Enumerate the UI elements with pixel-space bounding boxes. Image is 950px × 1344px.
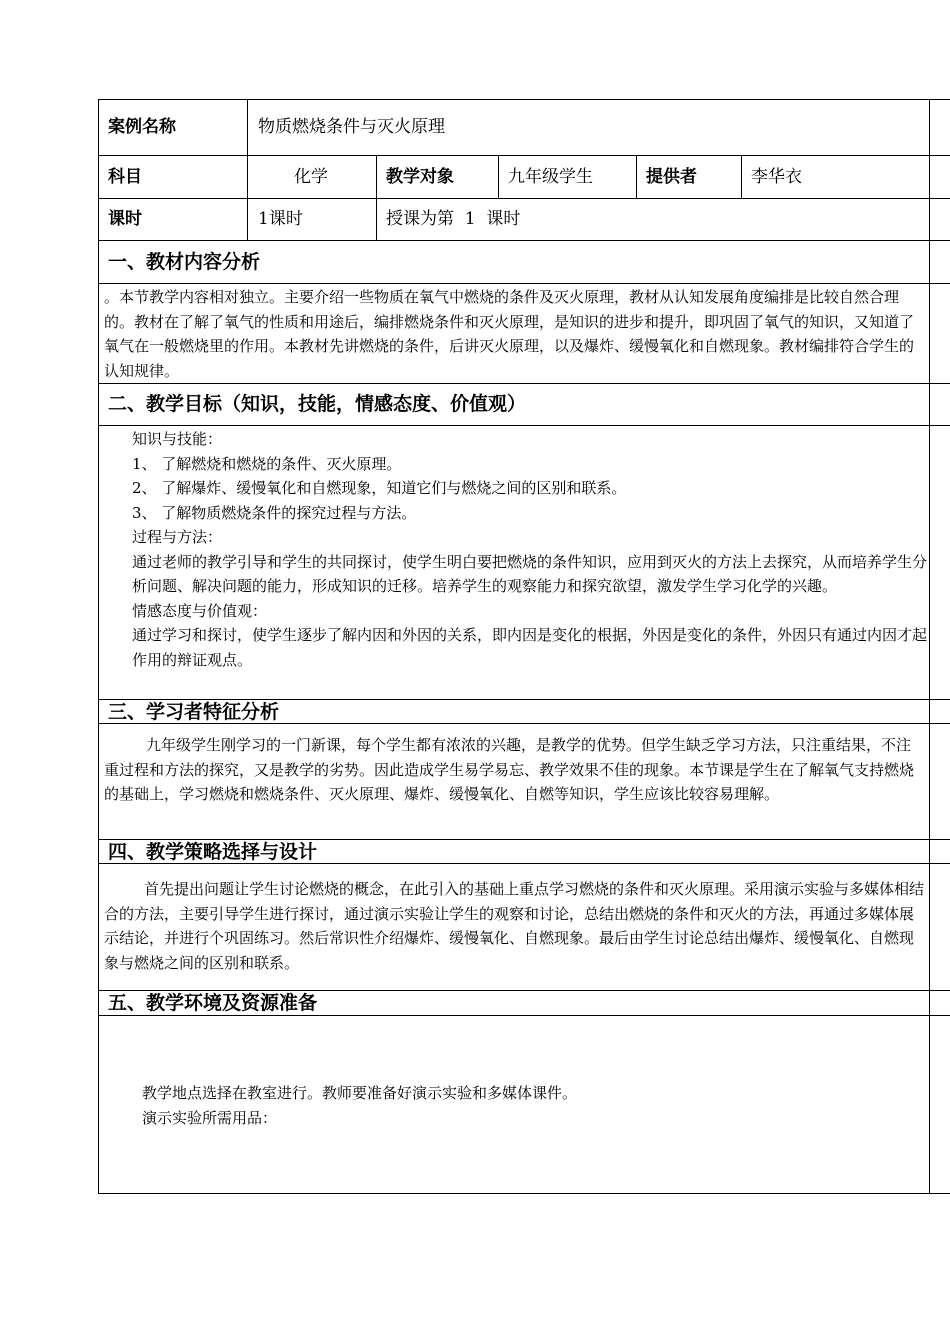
resource-line-2: 演示实验所需用品：: [142, 1108, 278, 1127]
section-1-title: 一、教材内容分析: [108, 251, 261, 273]
emotion-title: 情感态度与价值观：: [132, 601, 268, 620]
period-label: 课时: [108, 209, 142, 229]
audience-value: 九年级学生: [508, 167, 593, 187]
knowledge-item-1: 1、 了解燃烧和燃烧的条件、灭火原理。: [132, 454, 402, 473]
period-note: 授课为第 1 课时: [386, 209, 521, 229]
provider-label: 提供者: [646, 167, 697, 187]
process-title: 过程与方法：: [132, 528, 223, 546]
audience-label: 教学对象: [386, 167, 454, 187]
emotion-text: 通过学习和探讨，使学生逐步了解内因和外因的关系，即内因是变化的根据，外因是变化的条件，外因只有通过内因才起作用的辩证观点。: [132, 626, 928, 669]
section-5-title: 五、教学环境及资源准备: [108, 992, 318, 1014]
section-3-title: 三、学习者特征分析: [108, 701, 280, 723]
subject-label: 科目: [108, 167, 142, 187]
knowledge-title: 知识与技能：: [132, 430, 223, 448]
knowledge-item-2: 2、 了解爆炸、缓慢氧化和自燃现象，知道它们与燃烧之间的区别和联系。: [132, 479, 627, 497]
case-name-value: 物质燃烧条件与灭火原理: [258, 117, 445, 137]
section-4-text: 首先提出问题让学生讨论燃烧的概念，在此引入的基础上重点学习燃烧的条件和灭火原理。采用演示实验与多媒体相结合的方法，主要引导学生进行探讨，通过演示实验让学生的观察和讨论，总结出燃烧的条件和灭火的方法，再通过多媒体展示结论，并进行个巩固练习。然后常识性介绍爆炸、缓慢氧化、自燃现象。最后由学生讨论总结出爆炸、缓慢氧化、自燃现象与燃烧之间的区别和联系。: [104, 880, 925, 972]
subject-value: 化学: [294, 167, 328, 187]
section-4-title: 四、教学策略选择与设计: [108, 841, 318, 863]
knowledge-item-3: 3、 了解物质燃烧条件的探究过程与方法。: [132, 503, 417, 522]
provider-value: 李华衣: [751, 167, 802, 187]
section-3-text: 九年级学生刚学习的一门新课，每个学生都有浓浓的兴趣，是教学的优势。但学生缺乏学习方法，只注重结果，不注重过程和方法的探究，又是教学的劣势。因此造成学生易学易忘、教学效果不佳的现象。本节课是学生在了解氧气支持燃烧的基础上，学习燃烧和燃烧条件、灭火原理、爆炸、缓慢氧化、自燃等知识，学生应该比较容易理解。: [104, 736, 915, 803]
process-text: 通过老师的教学引导和学生的共同探讨，使学生明白要把燃烧的条件知识，应用到灭火的方法上去探究，从而培养学生分析问题、解决问题的能力，形成知识的迁移。培养学生的观察能力和探究欲望，激发学生学习化学的兴趣。: [132, 552, 928, 595]
period-value: 1课时: [258, 209, 303, 229]
case-name-label: 案例名称: [108, 117, 176, 137]
resource-line-1: 教学地点选择在教室进行。教师要准备好演示实验和多媒体课件。: [142, 1084, 578, 1102]
section-5-body: [142, 1081, 922, 1130]
section-2-body: [132, 427, 927, 672]
section-2-title: 二、教学目标（知识，技能，情感态度、价值观）: [108, 393, 527, 415]
section-1-text: 。本节教学内容相对独立。主要介绍一些物质在氧气中燃烧的条件及灭火原理，教材从认知发展角度编排是比较自然合理的。教材在了解了氧气的性质和用途后，编排燃烧条件和灭火原理，是知识的进步和提升，即巩固了氧气的知识，又知道了氧气在一般燃烧里的作用。本教材先讲燃烧的条件，后讲灭火原理，以及爆炸、缓慢氧化和自燃现象。教材编排符合学生的认知规律。: [104, 288, 915, 380]
